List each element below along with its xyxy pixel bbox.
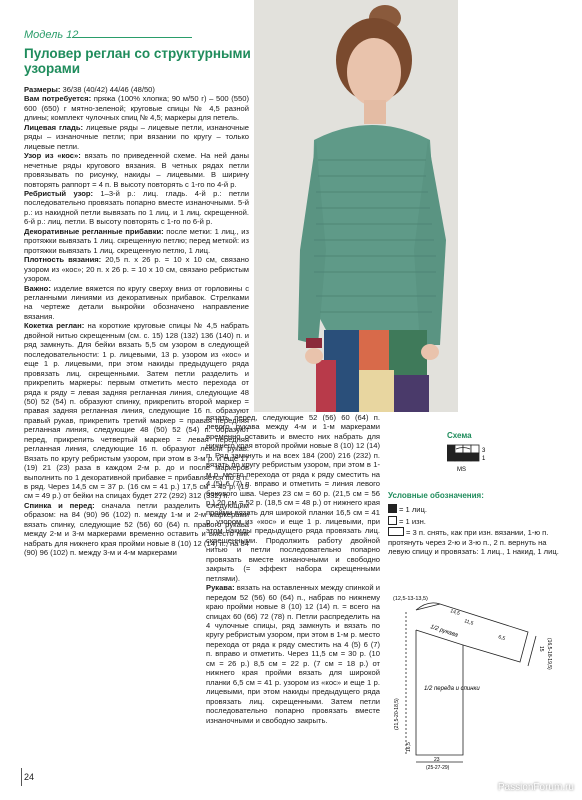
paragraph-heading: Кокетка реглан: xyxy=(24,321,85,331)
paragraph xyxy=(24,94,249,122)
svg-text:11,5: 11,5 xyxy=(463,618,475,627)
paragraph xyxy=(206,413,380,583)
instructions-column-2 xyxy=(206,413,380,773)
svg-text:(16,5-18-19,5): (16,5-18-19,5) xyxy=(546,638,552,670)
pattern-title: Пуловер реглан со структурными узорами xyxy=(24,46,251,76)
paragraph xyxy=(24,151,249,189)
paragraph-text: сначала петли разделить следующим образом: на 84 (90) 96 (102) п. между 1-м и 2-м маркерами вязать спинку, следующие 52 (56) 60 (64) п. правого рукава между 2-м и 3-м маркерами временно оставить и вместо них набрать для нижнего края пройми новые 8 (10) 12 (14) п., на 84 (90) 96 (102) п. между 3-м и 4-м маркерами xyxy=(24,500,249,558)
cable-stitch-icon xyxy=(388,527,404,536)
svg-text:16,5: 16,5 xyxy=(406,742,412,752)
svg-text:(21,5-20-18,5): (21,5-20-18,5) xyxy=(394,698,400,730)
legend-item-purl: = 1 изн. xyxy=(388,516,568,527)
paragraph xyxy=(24,255,249,283)
paragraph-heading: Рукава: xyxy=(206,583,235,593)
paragraph xyxy=(206,583,380,725)
svg-text:14,5: 14,5 xyxy=(449,608,461,617)
header-divider xyxy=(72,37,192,38)
legend-item-knit: = 1 лиц. xyxy=(388,504,568,515)
paragraph xyxy=(24,85,249,94)
paragraph-heading: Важно: xyxy=(24,283,51,293)
page-number: 24 xyxy=(24,772,35,782)
paragraph-heading: Лицевая гладь: xyxy=(24,122,84,132)
paragraph-text: 36/38 (40/42) 44/46 (48/50) xyxy=(60,85,155,94)
paragraph-heading: Декоративные регланные прибавки: xyxy=(24,226,164,236)
paragraph-heading: Спинка и перед: xyxy=(24,500,95,510)
svg-text:15: 15 xyxy=(538,646,544,652)
svg-text:23: 23 xyxy=(434,757,440,763)
svg-text:1/2 переда и спинки: 1/2 переда и спинки xyxy=(424,686,480,692)
paragraph-heading: Размеры: xyxy=(24,85,61,94)
watermark: PassionForum.ru xyxy=(497,782,574,793)
scheme-row-3: 3 xyxy=(482,448,486,454)
paragraph-text: 1–3-й р.: лиц. гладь. 4-й р.: петли последовательно провязать попарно вместе изнаночными. 5-й р.: из накидной петли вывязать по 1 лиц. и 1 лиц. скрещенной. 6-й р.: лиц. петли. В высоту повторять с 1-го по 6-й р. xyxy=(24,188,249,227)
svg-text:(12,5-13-13,5): (12,5-13-13,5) xyxy=(393,596,428,602)
knit-stitch-icon xyxy=(388,504,397,513)
legend-item-cable: = 3 п. снять, как при изн. вязании, 1-ю п. протянуть через 2-ю и 3-ю п., 2 п. вернуть на левую спицу и провязать: 1 лиц., 1 накид, 1 лиц. xyxy=(388,528,559,557)
model-label: Модель 12 xyxy=(24,29,79,41)
paragraph xyxy=(24,227,249,255)
svg-text:(25-27-29): (25-27-29) xyxy=(426,765,450,770)
paragraph-text: вязать на оставленных между спинкой и передом 52 (56) 60 (64) п., набрав по нижнему краю пройми новые 8 (10) 12 (14) п. = всего на спицах 60 (66) 72 (78) п. Петли распределить на 4 чулочные спицы, ряд замкнуть и вязать по кругу ребристым узором, при этом в 1-м р. место перехода от ряда к ряду сместить на 4 (5) 6 (7) п. вправо и отметить. Через 11,5 см = 30 р. (10 см = 26 р.) 8,5 см = 22 р. (7 см = 18 р.) от нижнего края пройми вязать для широкой планки 6,5 см = 41 р. узором из «кос» и еще 1 р. лицевыми, при этом накиды предыдущего ряда провязать лиц. скрещенными. Затем петли последовательно попарно провязать вместе изнаночными и свободно закрыть. xyxy=(206,583,380,725)
paragraph-text: вязать по приведенной схеме. На ней даны нечетные ряды кругового вязания. В четных рядах петли провязывать по рисунку, накиды – лицевыми. В ширину повторять раппорт = 4 п. В высоту повторять с 1-го по 4-й р. xyxy=(24,151,249,189)
legend xyxy=(388,504,568,558)
scheme-title: Схема xyxy=(447,431,472,440)
purl-stitch-icon xyxy=(388,516,397,525)
paragraph xyxy=(24,189,249,227)
model-photo xyxy=(254,0,458,412)
scheme-rapport: MS xyxy=(457,467,466,473)
paragraph-heading: Вам потребуется: xyxy=(24,94,92,104)
scheme-row-1: 1 xyxy=(482,456,486,462)
paragraph-heading: Узор из «кос»: xyxy=(24,151,81,161)
paragraph xyxy=(24,123,249,151)
legend-title: Условные обозначения: xyxy=(388,491,484,500)
paragraph-text: пряжа (100% хлопка; 90 м/50 г) – 500 (550) 600 (650) г мятно-зеленой; круговые спицы № 4,5 разной длины; комплект чулочных спиц № 4,5; маркеры для петель. xyxy=(24,94,249,123)
paragraph-text: вязать перед, следующие 52 (56) 60 (64) п. левого рукава между 4-м и 1-м маркерами временно оставить и вместо них набрать для нижнего края второй пройми новые 8 (10) 12 (14) п. Ряд замкнуть и на всех 184 (200) 216 (232) п. вязать по кругу ребристым узором, при этом в 1-м р. место перехода от ряда к ряду сместить на 4 (5) 6 (7) п. вправо и отметить = линия левого бокового шва. Через 23 см = 60 р. (21,5 см = 56 р.) 20 см = 52 р. (18,5 см = 48 р.) от нижнего края пройми вязать для широкой планки 16,5 см = 41 р. узором из «кос» и еще 1 р. лицевыми, при этом накиды предыдущего ряда провязать лиц. скрещенными. Продолжить работу двойной нитью и петли последовательно попарно провязать вместе изнаночными и свободно закрыть (= эффект набора скрещенными петлями). xyxy=(206,413,380,583)
paragraph-heading: Ребристый узор: xyxy=(24,188,93,198)
photo-illustration xyxy=(254,0,458,412)
paragraph-text: на короткие круговые спицы № 4,5 набрать двойной нитью скрещенным (см. с. 15) 128 (132) 136 (140) п. и ряд замкнуть. Для бейки вязать 5,5 см узором в следующей последовательности: 1 р. лицевыми, 13 р. узором из «кос» и еще 1 р. лицевыми, при этом накиды предыдущего ряда провязать лиц. скрещенными. Затем петли разделить и прикрепить маркеры: первым отметить место перехода от ряда к ряду = левая задняя регланная линия, следующие 48 (50) 52 (54) п. образуют спинку, прикрепить второй маркер = правая задняя регланная линия, следующие 16 п. образуют правый рукав, прикрепить третий маркер = правая передняя регланная линия, следующие 48 (50) 52 (54) п. образуют перед, прикрепить четвертый маркер = левая передняя регланная линия, следующие 16 п. образуют левый рукав. Вязать по кругу ребристым узором, при этом в 3-м р. и еще 17 (19) 21 (23) раза в каждом 2-м р. до и после маркеров выполнить по 1 декоративной прибавке = прибавляется по 8 п. в ряд. Через 14,5 см = 37 р. (16 см = 41 р.) 17,5 см = 45 р. (19 см = 49 р.) от бейки на спицах будет 272 (292) 312 (332) п. xyxy=(24,321,249,501)
paragraph-text: после метки: 1 лиц., из протяжки вывязать 1 лиц. скрещенную петлю; перед меткой: из протяжки вывязать 1 лиц. скрещенную петлю, 1 лиц. xyxy=(24,226,249,255)
paragraph-heading: Плотность вязания: xyxy=(24,255,102,265)
paragraph xyxy=(24,284,249,322)
paragraph-text: 20,5 п. х 26 р. = 10 х 10 см, связано узором из «кос»; 20 п. х 26 р. = 10 х 10 см, связано ребристым узором. xyxy=(24,255,249,284)
svg-text:1/2 рукава: 1/2 рукава xyxy=(429,624,459,639)
stitch-scheme xyxy=(447,443,497,473)
paragraph-text: изделие вяжется по кругу сверху вниз от горловины с регланными линиями из декоративных прибавок. Стрелками на чертеже детали выкройки обозначено направление вязания. xyxy=(24,283,249,321)
svg-text:6,5: 6,5 xyxy=(497,634,506,643)
pattern-schematic xyxy=(388,590,578,770)
paragraph-text: лицевые ряды – лицевые петли, изнаночные ряды – изнаночные петли; при вязании по кругу – только лицевые петли. xyxy=(24,122,249,151)
page-number-rule xyxy=(21,768,22,786)
